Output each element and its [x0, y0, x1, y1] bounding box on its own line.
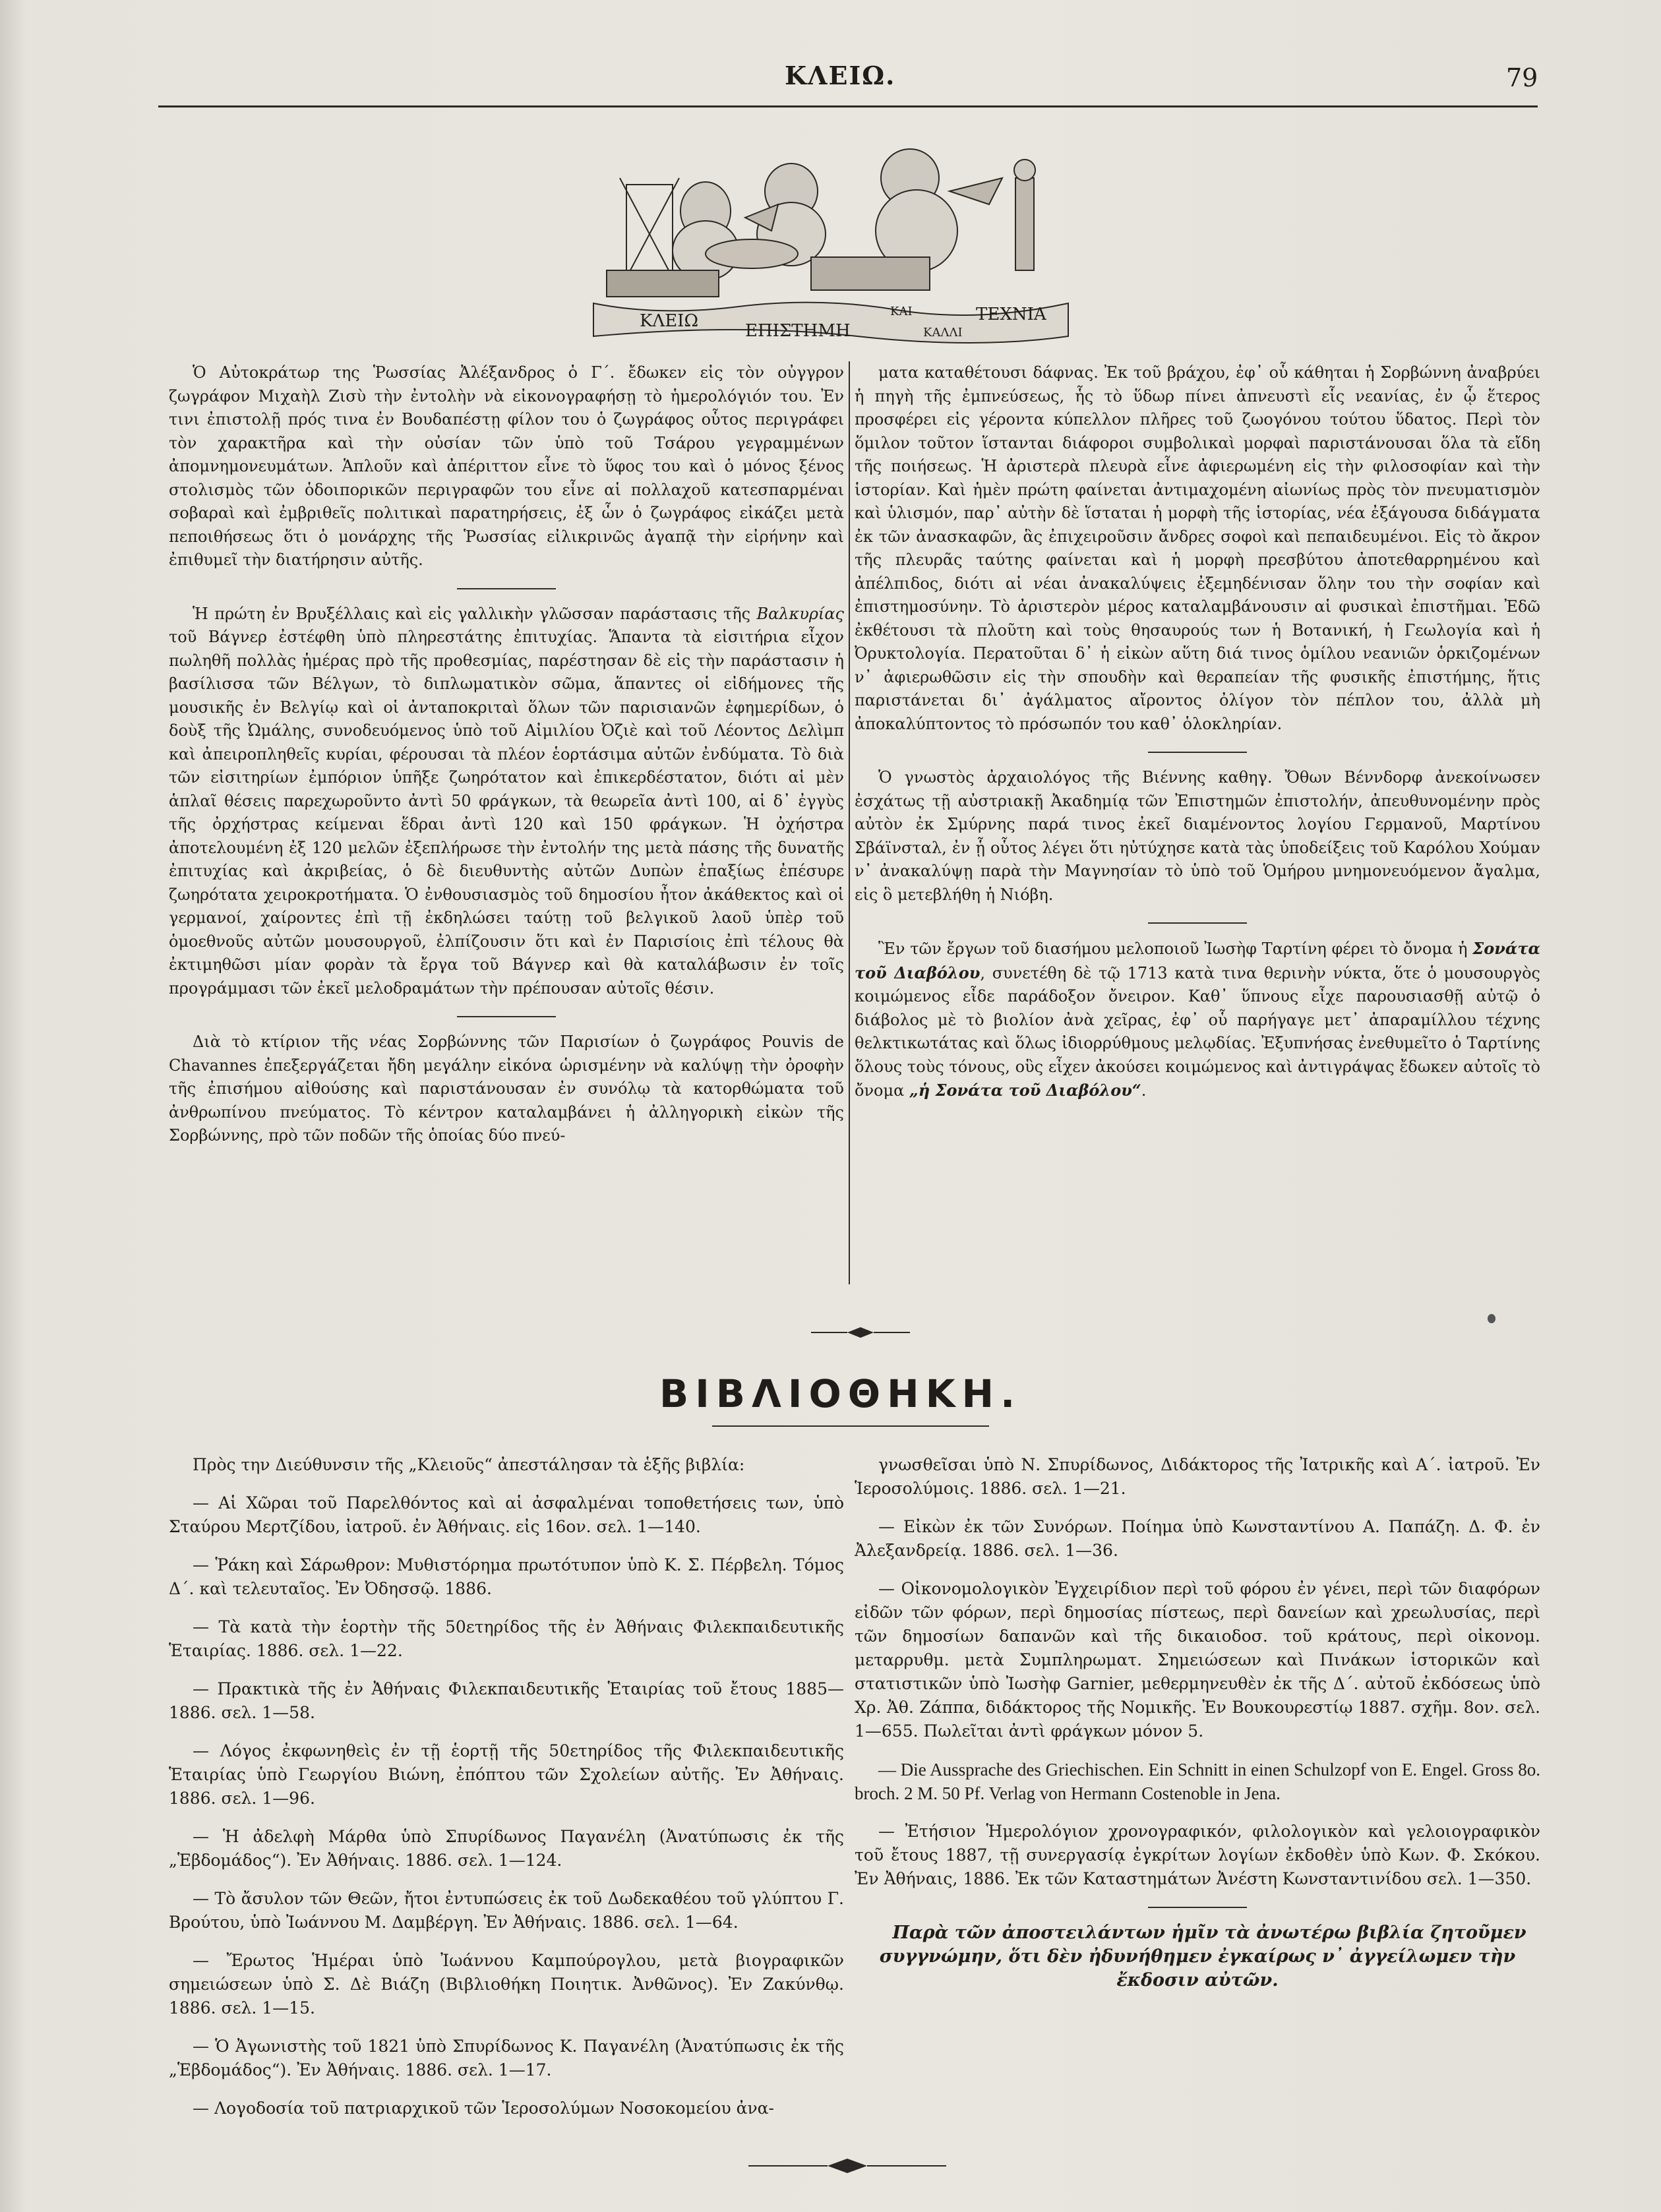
- bibliography-entry: — Εἰκὼν ἐκ τῶν Συνόρων. Ποίημα ὑπὸ Κωνσταντίνου Α. Παπάζη. Δ. Φ. ἐν Ἀλεξανδρείᾳ. 1886. σελ. 1—36.: [855, 1517, 1540, 1560]
- news-column-right: [855, 361, 1540, 1103]
- footer-ornament-icon: [748, 2157, 946, 2174]
- banner-word-episteme: ΕΠΙΣΤΗΜΗ: [745, 321, 851, 341]
- news-item-tartini: Ἓν τῶν ἔργων τοῦ διασήμου μελοποιοῦ Ἰωσὴφ Ταρτίνη φέρει τὸ ὄνομα ἡ Σονάτα τοῦ Διαβόλου, συνετέθη δὲ τῷ 1713 κατὰ τινα θερινὴν νύκτα, ὅτε ὁ μουσουργὸς κοιμώμενος εἶδε παράδοξον ὄνειρον. Καθ᾽ ὕπνους εἶχε παρουσιασθῇ αὐτῷ ὁ διάβολος μὲ τὸ βιολίον ἀνὰ χεῖρας, ἐφ᾽ οὗ παρήγαγε μετ᾽ ἀπαραμίλλου τέχνης θελκτικωτάτας καὶ ὅλως ἰδιορρύθμους μελῳδίας. Ἐξυπνήσας ἐνεθυμεῖτο ὁ Ταρτίνης ὅλους τοὺς τόνους, οὓς εἶχεν ἀκούσει κοιμώμενος καὶ ἀντιγράψας ἔδωκεν αὐτοῖς τὸ ὄνομα „ἡ Σονάτα τοῦ Διαβόλου“.: [855, 939, 1540, 1100]
- column-divider: [849, 361, 850, 1284]
- bibliography-entry: — Τὰ κατὰ τὴν ἑορτὴν τῆς 50ετηρίδος τῆς ἐν Ἀθήναις Φιλεκπαιδευτικῆς Ἑταιρίας. 1886. σελ. 1—22.: [169, 1617, 844, 1660]
- separator-rule: [1148, 922, 1247, 924]
- news-item-valkyrie: Ἡ πρώτη ἐν Βρυξέλλαις καὶ εἰς γαλλικὴν γλῶσσαν παράστασις τῆς Βαλκυρίας τοῦ Βάγνερ ἐστέφθη ὑπὸ πληρεστάτης ἐπιτυχίας. Ἅπαντα τὰ εἰσιτήρια εἶχον πωληθῆ πολλὰς ἡμέρας πρὸ τῆς προθεσμίας, παρέστησαν δὲ εἰς τὴν παράστασιν ἡ βασίλισσα τῶν Βέλγων, τὸ διπλωματικὸν σῶμα, ἅπαντες οἱ εἰδήμονες τῆς μουσικῆς ἐν Βελγίῳ καὶ οἱ ἀνταποκριταὶ ὅλων τῶν παρισιανῶν ἐφημερίδων, ὁ δοὺξ τῆς Ὠμάλης, συνοδευόμενος ὑπὸ τοῦ Αἰμιλίου Ὀζιὲ καὶ τοῦ Λέοντος Δελὶμπ καὶ ἀπειροπληθεῖς κυρίαι, φέρουσαι τὰ πλέον ἑορτάσιμα αὐτῶν ἐνδύματα. Τὸ διὰ τῶν εἰσιτηρίων ἐμπόριον ὑπῆξε ζωηρότατον καὶ ἐπικερδέστατον, διότι αἱ μὲν ἁπλαῖ θέσεις παρεχωροῦντο ἀντὶ 50 φράγκων, τὰ θεωρεῖα ἀντὶ 100, αἱ δ᾽ ἐγγὺς τῆς ὀρχήστρας κείμεναι ἕδραι ἀντὶ 120 καὶ 150 φράγκων. Ἡ ὀχήστρα ἀποτελουμένη ἐξ 120 μελῶν ἐξεπλήρωσε τὴν ἐντολήν της μετὰ πάσης τῆς δυνατῆς ἐπιτυχίας καὶ ἀκριβείας, ὁ δὲ διευθυντὴς αὐτῶν Δυπὼν ἐπαξίως ἐπέσυρε ζωηρότατα χειροκροτήματα. Ὁ ἐνθουσιασμὸς τοῦ δημοσίου ἦτον ἀκάθεκτος καὶ οἱ γερμανοί, χαίροντες ἐπὶ τῇ ἐκδηλώσει ταύτῃ τοῦ βελγικοῦ λαοῦ ὑπὲρ τοῦ ὁμοεθνοῦς αὐτῶν μουσουργοῦ, ἐλπίζουσιν ὅτι καὶ ἐν Παρισίοις ἐπὶ τέλους θὰ ἐκτιμηθῶσι μίαν φορὰν τὰ ἔργα τοῦ Βάγνερ καὶ θὰ καταλάβωσιν ἐν τοῖς προγράμμασι τῶν ἐκεῖ μελοδραμάτων τὴν πρέπουσαν αὐτοῖς θέσιν.: [169, 604, 844, 998]
- banner-word-kalli: ΚΑΛΛΙ: [923, 326, 963, 340]
- bibliography-entry: — Λογοδοσία τοῦ πατριαρχικοῦ τῶν Ἱεροσολύμων Νοσοκομείου ἀνα-: [193, 2099, 774, 2118]
- bibliography-entry: — Ἐτήσιον Ἡμερολόγιον χρονογραφικόν, φιλολογικὸν καὶ γελοιογραφικὸν τοῦ ἔτους 1887, τῇ συνεργασίᾳ ἐγκρίτων λογίων ἐκδοθὲν ὑπὸ Κων. Φ. Σκόκου. Ἐν Ἀθήναις, 1886. Ἐκ τῶν Καταστημάτων Ἀνέστη Κωνσταντινίδου σελ. 1—350.: [855, 1822, 1540, 1888]
- header-vignette-illustration: [580, 138, 1081, 356]
- bibliography-column-right: [855, 1453, 1540, 1992]
- bibliography-entry: — Οἰκονομολογικὸν Ἐγχειρίδιον περὶ τοῦ φόρου ἐν γένει, περὶ τῶν διαφόρων εἰδῶν τῶν φόρων, περὶ δημοσίας πίστεως, περὶ δανείων καὶ χρεωλυσίας, περὶ τῶν δημοσίων δαπανῶν καὶ τῆς δικαιοδοσ. τοῦ κράτους, περὶ οἰκονομ. μεταρρυθμ. μετὰ Συμπληρωματ. Σημειώσεων καὶ Πινάκων ἱστορικῶν καὶ στατιστικῶν ὑπὸ Ἰωσὴφ Garnier, μεθερμηνευθὲν ἐκ τῆς Δ΄. αὐτοῦ ἐκδόσεως ὑπὸ Χρ. Ἀθ. Ζάππα, διδάκτορος τῆς Νομικῆς. Ἐν Βουκουρεστίῳ 1887. σχῆμ. 8ον. σελ. 1—655. Πωλεῖται ἀντὶ φράγκων μόνον 5.: [855, 1579, 1540, 1741]
- section-ornament-icon: [811, 1325, 910, 1340]
- ink-spot: [1488, 1314, 1495, 1323]
- bibliography-entry: — Ἔρωτος Ἡμέραι ὑπὸ Ἰωάννου Καμπούρογλου, μετὰ βιογραφικῶν σημειώσεων ὑπὸ Σ. Δὲ Βιάζη (Βιβλιοθήκη Ποιητικ. Ἀνθῶνος). Ἐν Ζακύνθῳ. 1886. σελ. 1—15.: [169, 1951, 844, 2018]
- separator-rule: [1148, 1907, 1247, 1908]
- separator-rule: [457, 588, 556, 589]
- bibliography-entry: — Τὸ ἄσυλον τῶν Θεῶν, ἤτοι ἐντυπώσεις ἐκ τοῦ Δωδεκαθέου τοῦ γλύπτου Γ. Βρούτου, ὑπὸ Ἰωάννου Μ. Δαμβέργη. Ἐν Ἀθήναις. 1886. σελ. 1—64.: [169, 1889, 844, 1932]
- running-title: ΚΛΕΙΩ.: [785, 61, 896, 90]
- banner-word-kai: ΚΑΙ: [890, 305, 913, 318]
- section-title-library: ΒΙΒΛΙΟΘΗΚΗ.: [659, 1371, 1022, 1416]
- news-item-tsar: Ὁ Αὐτοκράτωρ της Ῥωσσίας Ἀλέξανδρος ὁ Γ΄. ἔδωκεν εἰς τὸν οὐγγρον ζωγράφον Μιχαὴλ Ζισὺ τὴν ἐντολὴν νὰ εἰκονογραφήσῃ τὸ ἡμερολόγιόν του. Ἐν τινι ἐπιστολῇ πρός τινα ἐν Βουδαπέστῃ φίλον του ὁ ζωγράφος οὗτος περιγράφει τὸν χαρακτῆρα καὶ τὴν οὐσίαν τῶν ὑπὸ τοῦ Τσάρου γεγραμμένων ἀπομνημονευμάτων. Ἁπλοῦν καὶ ἀπέριττον εἶνε τὸ ὕφος του καὶ ὁ μόνος ξένος στολισμὸς τῶν ὁδοιπορικῶν περιγραφῶν του εἶνε αἱ πολλαχοῦ κατεσπαρμέναι σοβαραὶ καὶ ἐμβριθεῖς πολιτικαὶ παρατηρήσεις, ἐξ ὧν ὁ ζωγράφος εἰκάζει μετὰ πεποιθήσεως ὅτι ὁ μονάρχης τῆς Ῥωσσίας εἰλικρινῶς ἀγαπᾷ τὴν εἰρήνην καὶ ἐπιθυμεῖ τὴν διατήρησιν αὐτῆς.: [169, 363, 844, 569]
- separator-rule: [457, 1016, 556, 1017]
- bibliography-entry: — Λόγος ἐκφωνηθεὶς ἐν τῇ ἑορτῇ τῆς 50ετηρίδος τῆς Φιλεκπαιδευτικῆς Ἑταιρίας ὑπὸ Γεωργίου Βιώνη, ἐπόπτου τῶν Σχολείων αὐτῆς. Ἐν Ἀθήναις. 1886. σελ. 1—96.: [169, 1741, 844, 1808]
- bibliography-entry-german: — Die Aussprache des Griechischen. Ein Schnitt in einen Schulzopf von E. Engel. Gross 8o. broch. 2 M. 50 Pf. Verlag von Hermann Costenoble in Jena.: [855, 1760, 1540, 1803]
- bibliography-entry-continued: γνωσθεῖσαι ὑπὸ Ν. Σπυρίδωνος, Διδάκτορος τῆς Ἰατρικῆς καὶ Α΄. ἰατροῦ. Ἐν Ἱεροσολύμοις. 1886. σελ. 1—21.: [855, 1455, 1540, 1498]
- title-rule: [712, 1425, 989, 1427]
- bibliography-entry: — Αἱ Χῶραι τοῦ Παρελθόντος καὶ αἱ ἀσφαλμέναι τοποθετήσεις των, ὑπὸ Σταύρου Μερτζίδου, ἰατροῦ. ἐν Ἀθήναις. εἰς 16ον. σελ. 1—140.: [169, 1493, 844, 1536]
- header-rule: [158, 105, 1538, 107]
- banner-word-kleio: ΚΛΕΙΩ: [640, 311, 699, 331]
- news-item-niobe: Ὁ γνωστὸς ἀρχαιολόγος τῆς Βιέννης καθηγ. Ὄθων Βέννδορφ ἀνεκοίνωσεν ἐσχάτως τῇ αὐστριακῇ Ἀκαδημίᾳ τῶν Ἐπιστημῶν ἐπιστολήν, ἀπευθυνομένην πρὸς αὐτὸν ἐκ Σμύρνης παρά τινος ἐκεῖ διαμένοντος λογίου Γερμανοῦ, Μαρτίνου Σβάϊνσταλ, ἐν ᾗ οὗτος λέγει ὅτι ηὐτύχησε κατὰ τὰς ὑποδείξεις τοῦ Καρόλου Χούμαν ν᾽ ἀνακαλύψῃ παρὰ τὴν Μαγνησίαν τὸ ὑπὸ τοῦ Ὁμήρου μνημονευόμενον ἄγαλμα, εἰς ὃ μετεβλήθη ἡ Νιόβη.: [855, 768, 1540, 904]
- bibliography-entry: — Πρακτικὰ τῆς ἐν Ἀθήναις Φιλεκπαιδευτικῆς Ἑταιρίας τοῦ ἔτους 1885—1886. σελ. 1—58.: [169, 1679, 844, 1722]
- bibliography-entry: — Ῥάκη καὶ Σάρωθρον: Μυθιστόρημα πρωτότυπον ὑπὸ Κ. Σ. Πέρβελη. Τόμος Δ΄. καὶ τελευταῖος. Ἐν Ὀδησσῷ. 1886.: [169, 1555, 844, 1598]
- bibliography-entry: — Ὁ Ἀγωνιστὴς τοῦ 1821 ὑπὸ Σπυρίδωνος Κ. Παγανέλη (Ἀνατύπωσις ἐκ τῆς „Ἑβδομάδος“). Ἐν Ἀθήναις. 1886. σελ. 1—17.: [169, 2037, 844, 2079]
- bibliography-column-left: [169, 1453, 844, 2120]
- news-item-sorbonne: Διὰ τὸ κτίριον τῆς νέας Σορβώννης τῶν Παρισίων ὁ ζωγράφος Pouvis de Chavannes ἐπεξεργάζεται ἤδη μεγάλην εἰκόνα ὡρισμένην νὰ καλύψῃ τὴν ὀροφὴν τῆς ἐπισήμου αἰθούσης καὶ παριστάνουσαν ἐν συνόλῳ τὰ κατορθώματα τοῦ ἀνθρωπίνου πνεύματος. Τὸ κέντρον καταλαμβάνει ἡ ἀλληγορικὴ εἰκὼν τῆς Σορβώννης, πρὸ τῶν ποδῶν τῆς ὁποίας δύο πνεύ-: [169, 1032, 844, 1145]
- closing-note: Παρὰ τῶν ἀποστειλάντων ἡμῖν τὰ ἀνωτέρω βιβλία ζητοῦμεν συγγνώμην, ὅτι δὲν ἠδυνήθημεν ἐγκαίρως ν᾽ ἀγγείλωμεν τὴν ἔκδοσιν αὐτῶν.: [879, 1923, 1526, 1990]
- valkyrie-title: Βαλκυρίας: [756, 604, 844, 623]
- sonata-title-quote: „ἡ Σονάτα τοῦ Διαβόλου“: [909, 1081, 1141, 1100]
- page-number: 79: [1506, 63, 1538, 92]
- easel-icon: [626, 185, 673, 277]
- bibliography-entry: — Ἡ ἀδελφὴ Μάρθα ὑπὸ Σπυρίδωνος Παγανέλη (Ἀνατύπωσις ἐκ τῆς „Ἑβδομάδος“). Ἐν Ἀθήναις. 1886. σελ. 1—124.: [169, 1827, 844, 1870]
- news-item-sorbonne-continued: ματα καταθέτουσι δάφνας. Ἐκ τοῦ βράχου, ἐφ᾽ οὗ κάθηται ἡ Σορβώννη ἀναβρύει ἡ πηγὴ τῆς ἐμπνεύσεως, ἧς τὸ ὕδωρ πίνει ἀπνευστὶ εἷς νεανίας, ἐν ᾧ ἕτερος προσφέρει εἰς γέροντα κύπελλον πλῆρες τοῦ ζωογόνου τούτου ὕδατος. Περὶ τὸν ὅμιλον τοῦτον ἵστανται διάφοροι συμβολικαὶ μορφαὶ παριστάνουσαι ὅλα τὰ εἴδη τῆς ποιήσεως. Ἡ ἀριστερὰ πλευρὰ εἶνε ἀφιερωμένη εἰς τὴν φιλοσοφίαν καὶ τὴν ἱστορίαν. Καὶ ἡμὲν πρώτη φαίνεται ἀντιμαχομένη αἰωνίως πρὸς τὸν πνευματισμὸν καὶ ὑλισμόν, παρ᾽ αὐτὴν δὲ ἵσταται ἡ μορφὴ τῆς ἱστορίας, νέα ἐξάγουσα διδάγματα ἐκ τῶν ἀνασκαφῶν, ἃς ἐπιχειροῦσιν ἄνδρες σοφοὶ καὶ πεπαιδευμένοι. Εἰς τὸ ἄκρον τῆς πλευρᾶς ταύτης φαίνεται καὶ ἡ μορφὴ πρεσβύτου ἀποτεθαρρημένου καὶ ἀπέλπιδος, διότι αἱ νέαι ἀνακαλύψεις ἐξεμηδένισαν ὅλην του τὴν σοφίαν καὶ ἐπιστημοσύνην. Τὸ ἀριστερὸν μέρος καταλαμβάνουσιν αἱ φυσικαὶ ἐπιστῆμαι. Ἐδῶ ἐκθέτουσι τὰ πλοῦτη καὶ τοὺς θησαυρούς των ἡ Βοτανική, ἡ Γεωλογία καὶ ἡ Ὀρυκτολογία. Περατοῦται δ᾽ ἡ εἰκὼν αὕτη διά τινος ὁμίλου νεανιῶν ὁρκιζομένων ν᾽ ἀφιερωθῶσιν εἰς τὴν σπουδὴν καὶ θεραπείαν τῆς φυσικῆς ἐπιστήμης, ἥτις παριστάνεται δι᾽ ἀγάλματος αἴροντος ὀλίγον τὸν πέπλον του, ἀλλὰ μὴ ἀποκαλύπτοντος τὸ πρόσωπόν του καθ᾽ ὁλοκληρίαν.: [855, 363, 1540, 733]
- banner-word-technia: ΤΕΧΝΙΑ: [976, 305, 1046, 324]
- sonata-title: Σονάτα τοῦ Διαβόλου: [855, 939, 1540, 982]
- separator-rule: [1148, 752, 1247, 753]
- news-column-left: [169, 361, 844, 1148]
- bibliography-intro: Πρὸς την Διεύθυνσιν τῆς „Κλειοῦς“ ἀπεστάλησαν τὰ ἑξῆς βιβλία:: [193, 1455, 745, 1474]
